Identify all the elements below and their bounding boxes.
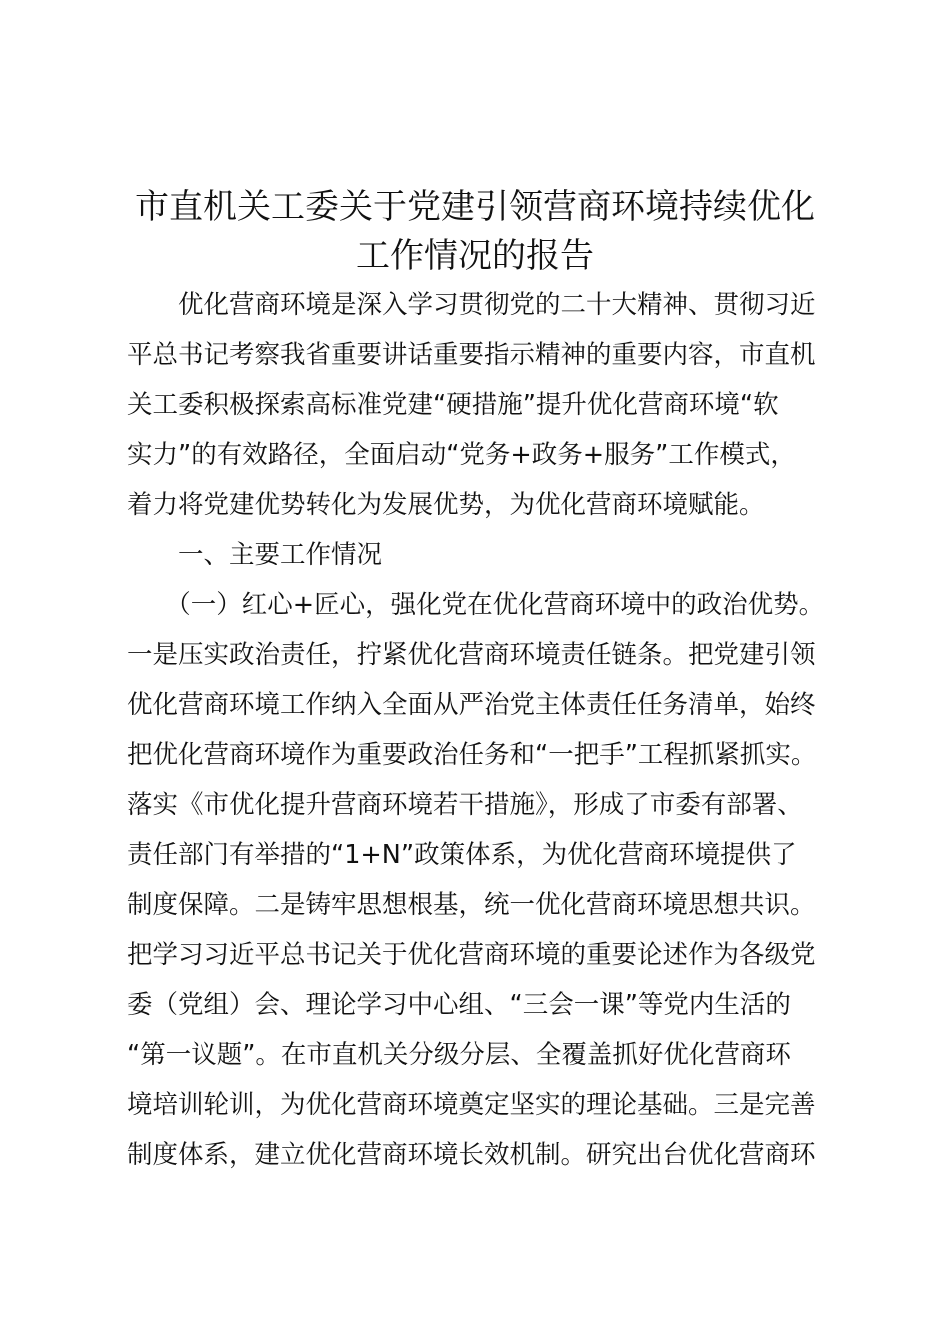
- body-line-15: 委（党组）会、理论学习中心组、“三会一课”等党内生活的: [127, 990, 791, 1020]
- body-line-8: 一是压实政治责任，拧紧优化营商环境责任链条。把党建引领: [127, 640, 816, 670]
- document-title-line-2: 工作情况的报告: [356, 236, 594, 276]
- subsection-heading: （一）红心+匠心，强化党在优化营商环境中的政治优势。: [127, 590, 825, 620]
- document-title-line-1: 市直机关工委关于党建引领营商环境持续优化: [135, 187, 815, 227]
- body-line-9: 优化营商环境工作纳入全面从严治党主体责任任务清单，始终: [127, 690, 816, 720]
- body-line-16: “第一议题”。在市直机关分级分层、全覆盖抓好优化营商环: [127, 1040, 791, 1070]
- body-line-13: 制度保障。二是铸牢思想根基，统一优化营商环境思想共识。: [127, 890, 816, 920]
- body-line-12: 责任部门有举措的“1+N”政策体系，为优化营商环境提供了: [127, 840, 797, 870]
- body-line-14: 把学习习近平总书记关于优化营商环境的重要论述作为各级党: [127, 940, 816, 970]
- body-line-11: 落实《市优化提升营商环境若干措施》，形成了市委有部署、: [127, 790, 803, 820]
- body-line-3: 关工委积极探索高标准党建“硬措施”提升优化营商环境“软: [127, 390, 779, 420]
- body-line-1: 优化营商环境是深入学习贯彻党的二十大精神、贯彻习近: [127, 290, 816, 320]
- body-line-18: 制度体系，建立优化营商环境长效机制。研究出台优化营商环: [127, 1140, 816, 1170]
- body-line-17: 境培训轮训，为优化营商环境奠定坚实的理论基础。三是完善: [127, 1090, 816, 1120]
- section-heading: 一、主要工作情况: [127, 540, 383, 570]
- body-line-10: 把优化营商环境作为重要政治任务和“一把手”工程抓紧抓实。: [127, 740, 817, 770]
- body-line-2: 平总书记考察我省重要讲话重要指示精神的重要内容，市直机: [127, 340, 816, 370]
- body-line-4: 实力”的有效路径，全面启动“党务+政务+服务”工作模式，: [127, 440, 796, 470]
- body-line-5: 着力将党建优势转化为发展优势，为优化营商环境赋能。: [127, 490, 765, 520]
